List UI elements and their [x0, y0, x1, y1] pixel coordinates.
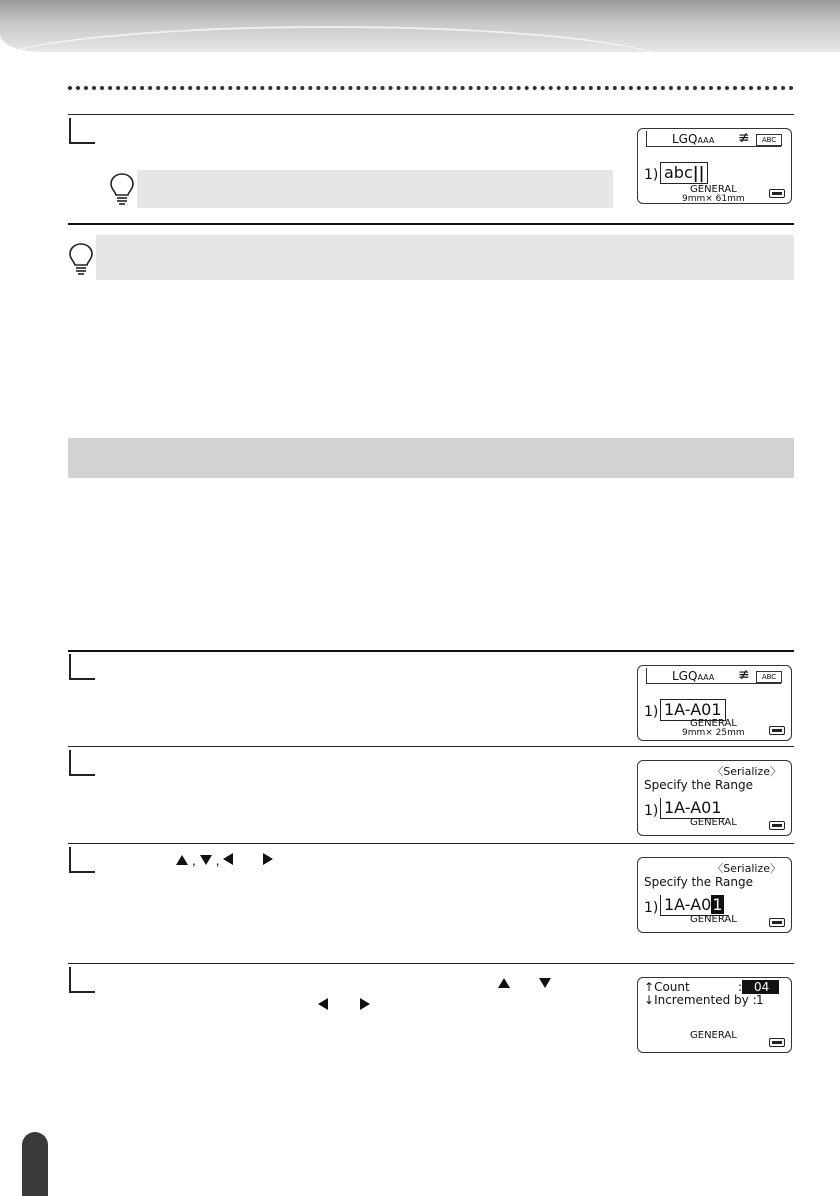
step-marker [69, 847, 95, 873]
line-number: 1) [644, 803, 659, 819]
increment-row: ↓Incremented by : [644, 993, 757, 1007]
tip-box [96, 235, 794, 280]
down-arrow-icon [200, 855, 212, 865]
step-marker [69, 118, 95, 144]
right-arrow-icon [360, 998, 370, 1010]
lcd-tab-label: LGQAAA [672, 669, 715, 683]
lightbulb-icon [68, 242, 94, 276]
label-size: 9mm× 25mm [682, 728, 745, 738]
align-icon: ≢ [738, 667, 750, 683]
abc-badge: ABC [756, 134, 782, 146]
selected-character: 1 [712, 895, 723, 914]
line-number: 1) [644, 900, 659, 916]
step-marker [69, 654, 95, 680]
label-size: 9mm× 61mm [682, 194, 745, 204]
lcd-text-field: 1A-A01 [660, 699, 726, 721]
lightbulb-icon [109, 172, 135, 206]
lcd-tab-label: LGQAAA [672, 132, 715, 146]
style-name: GENERAL [690, 817, 737, 828]
left-arrow-icon [223, 853, 233, 865]
style-name: GENERAL [690, 718, 737, 729]
battery-icon [769, 726, 785, 735]
lcd-mode-header: 〈Serialize〉 [712, 765, 781, 778]
style-name: GENERAL [690, 184, 737, 195]
lcd-mode-header: 〈Serialize〉 [712, 862, 781, 875]
step-marker [69, 967, 95, 993]
up-arrow-icon [176, 855, 188, 865]
count-value: : 04 [738, 980, 779, 994]
lcd-text-field: abc|| [660, 162, 708, 184]
battery-icon [769, 821, 785, 830]
divider [68, 650, 794, 652]
divider [68, 114, 794, 115]
lcd-text-field: 1A-A01 [660, 895, 727, 916]
lcd-prompt: Specify the Range [644, 875, 754, 889]
left-arrow-icon [318, 998, 328, 1010]
line-number: 1) [644, 704, 659, 720]
page-edge-tab [22, 1132, 48, 1196]
lcd-screen-text-entry [637, 665, 792, 741]
divider [68, 963, 794, 964]
lcd-text-field: 1A-A01 [660, 798, 725, 819]
lcd-screen-text-entry [637, 128, 792, 204]
lcd-screen-serialize-select [637, 857, 792, 933]
battery-icon [769, 1038, 785, 1047]
cursor-keys: , , [176, 852, 273, 868]
up-arrow-icon [498, 978, 510, 988]
lcd-screen-serialize-count [637, 977, 792, 1053]
lcd-screen-serialize-range [637, 760, 792, 836]
tip-box [137, 170, 613, 208]
divider [68, 843, 794, 844]
battery-icon [769, 189, 785, 198]
style-name: GENERAL [690, 1030, 737, 1041]
down-arrow-icon [539, 978, 551, 988]
line-number: 1) [644, 167, 659, 183]
step-marker [69, 750, 95, 776]
abc-badge: ABC [756, 671, 782, 683]
lcd-prompt: Specify the Range [644, 778, 754, 792]
right-arrow-icon [263, 853, 273, 865]
divider [68, 223, 794, 225]
count-row: ↑Count [644, 980, 690, 994]
battery-icon [769, 918, 785, 927]
section-heading-bar [68, 438, 794, 478]
style-name: GENERAL [690, 914, 737, 925]
divider [68, 746, 794, 747]
section-dotted-rule [68, 86, 794, 90]
align-icon: ≢ [738, 130, 750, 146]
increment-value: 1 [756, 993, 764, 1007]
